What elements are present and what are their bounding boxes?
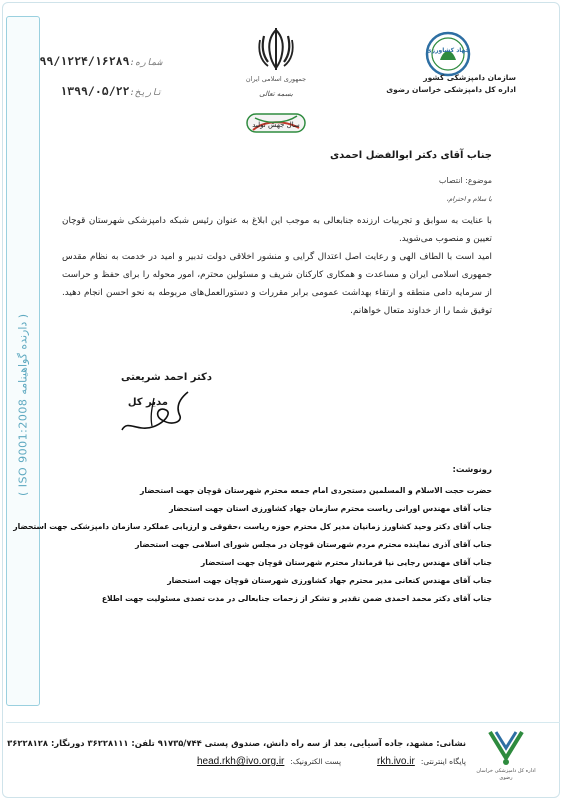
organization-name-line1: سازمان دامپزشکی کشور [423, 73, 516, 82]
body-paragraph-2: امید است با الطاف الهی و رعایت اصل اعتدال گرایی و منشور اخلاقی دولت تدبیر و امید در خدمت به نظام مقدس جمهوری اسلامی ایران و مساعدت و همکاری کارکنان شریف و مسئولین محترم، امور محوله را برای حفظ و حراست از سرمایه دامی منطقه و ارتقاء بهداشت عمومی برابر مقررات و دستورالعمل‌های مربوطه به نحو احسن انجام دهید. توفیق شما را از خداوند متعال خواهانم. [62, 252, 492, 316]
greeting-line: با سلام و احترام، [446, 195, 492, 203]
iran-emblem-icon [256, 26, 296, 72]
organization-name-line2: اداره کل دامپزشکی خراسان رضوی [386, 85, 516, 94]
year-badge-text: سال جهش تولید [252, 121, 300, 129]
signatory-name: دکتر احمد شریعتی [121, 372, 212, 383]
handwritten-signature-icon [118, 386, 198, 436]
cc-list [13, 482, 492, 608]
cc-item: جناب آقای دکتر وحید کشاورز زمانیان مدیر کل محترم حوزه ریاست ،حقوقی و ارزیابی عملکرد سازمان دامپزشکی جهت استحضار [13, 522, 492, 531]
letter-reference-block [39, 54, 162, 114]
cc-heading: رونوشت: [452, 465, 492, 475]
subject-line: موضوع: انتصاب [438, 176, 492, 185]
website-link[interactable]: rkh.ivo.ir [377, 756, 415, 767]
footer-divider [6, 722, 560, 723]
emblem-caption: جمهوری اسلامی ایران [245, 75, 307, 83]
organization-name [370, 72, 516, 96]
signatory-title: مدیر کل [127, 397, 168, 408]
letter-date-label: تاریخ: [129, 88, 162, 98]
body-paragraph-1: با عنایت به سوابق و تجربیات ارزنده جنابعالی به موجب این ابلاغ به عنوان رئیس شبکه دامپزشکی شهرستان قوچان تعیین و منصوب می‌شوید. [62, 216, 492, 244]
org-logo-text: جهاد کشاورزی [426, 47, 470, 54]
letter-number-label: شماره: [129, 58, 162, 68]
footer-address: نشانی: مشهد، جاده آسیایی، بعد از سه راه دانش، صندوق پستی ۹۱۷۳۵/۷۴۴ تلفن: ۳۶۲۲۸۱۱۱ دورنگار: ۳۶۲۲۸۱۲۸ [7, 738, 466, 748]
cc-item: حضرت حجت الاسلام و المسلمین دستجردی امام جمعه محترم شهرستان قوچان جهت استحضار [140, 486, 492, 495]
letter-number-value: ۹۹/۱۲۲۴/۱۶۲۸۹ [39, 54, 130, 68]
email-link[interactable]: head.rkh@ivo.org.ir [196, 756, 285, 767]
website-label: پایگاه اینترنتی: [420, 757, 466, 766]
footer-contacts [66, 756, 466, 767]
cc-item: جناب آقای مهندس کنعانی مدیر محترم جهاد کشاورزی شهرستان قوچان جهت استحضار [167, 576, 492, 585]
letter-date-value: ۱۳۹۹/۰۵/۲۲ [60, 84, 130, 98]
veterinary-logo-icon [484, 728, 528, 768]
cc-item: جناب آقای مهندس رجایی نیا فرماندار محترم شهرستان قوچان جهت استحضار [200, 558, 492, 567]
footer-logo-caption: اداره کل دامپزشکی خراسان رضوی [476, 768, 536, 781]
jahad-logo-icon [424, 30, 472, 78]
cc-item: جناب آقای مهندس اورانی ریاست محترم سازمان جهاد کشاورزی استان جهت استحضار [169, 504, 492, 513]
email-label: پست الکترونیک: [290, 757, 342, 766]
recipient-line: جناب آقای دکتر ابوالفضل احمدی [329, 150, 492, 161]
letter-number-row [39, 54, 162, 84]
bismillah-motto: بسمه تعالی [259, 90, 293, 98]
year-slogan-badge-icon [245, 110, 307, 136]
cc-item: جناب آقای دکتر محمد احمدی ضمن تقدیر و تشکر از زحمات جنابعالی در مدت تصدی مسئولیت جهت اطلاع [101, 594, 492, 603]
cc-item: جناب آقای آذری نماینده محترم مردم شهرستان قوچان در مجلس شورای اسلامی جهت استحضار [135, 540, 492, 549]
iso-certificate-text: ( ISO 9001:2008 دارنده گواهینامه ) [16, 313, 30, 497]
letter-date-row [62, 84, 162, 114]
